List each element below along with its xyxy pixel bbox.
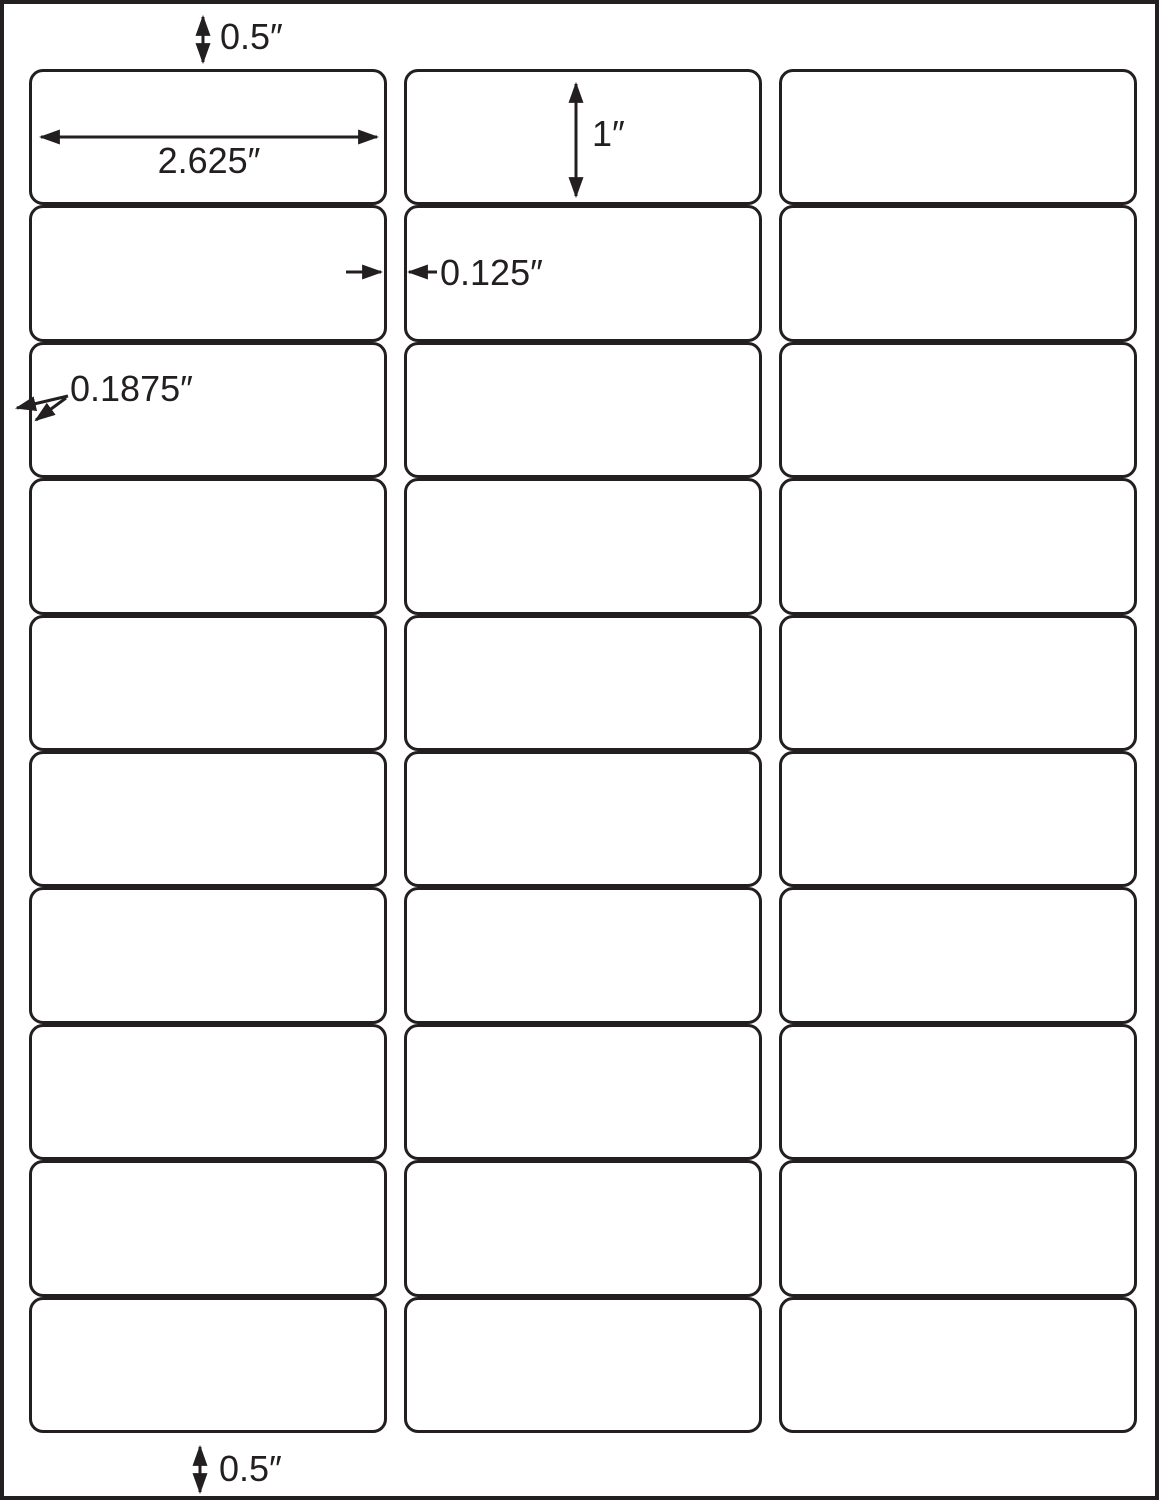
label-cell <box>29 615 387 751</box>
label-cell <box>29 1024 387 1160</box>
label-cell <box>404 69 762 205</box>
label-cell <box>404 751 762 887</box>
label-height-dimension: 1″ <box>592 113 625 154</box>
label-cell <box>29 478 387 614</box>
bottom-margin-dimension: 0.5″ <box>219 1448 282 1489</box>
label-cell <box>779 342 1137 478</box>
label-cell <box>29 887 387 1023</box>
label-cell <box>404 1297 762 1433</box>
label-cell <box>779 478 1137 614</box>
label-cell <box>404 478 762 614</box>
label-cell <box>779 887 1137 1023</box>
label-cell <box>779 69 1137 205</box>
label-cell <box>779 1024 1137 1160</box>
label-cell <box>29 69 387 205</box>
label-cell <box>29 342 387 478</box>
label-cell <box>404 1024 762 1160</box>
label-cell <box>404 342 762 478</box>
label-cell <box>779 615 1137 751</box>
label-cell <box>29 205 387 341</box>
label-cell <box>29 1160 387 1296</box>
label-cell <box>779 1160 1137 1296</box>
top-margin-dimension: 0.5″ <box>220 16 283 57</box>
column-gap-dimension: 0.125″ <box>440 252 543 293</box>
label-cell <box>779 205 1137 341</box>
label-cell <box>779 751 1137 887</box>
side-margin-dimension: 0.1875″ <box>70 368 193 409</box>
label-cell <box>404 887 762 1023</box>
label-cell <box>404 1160 762 1296</box>
label-cell <box>779 1297 1137 1433</box>
label-width-dimension: 2.625″ <box>157 140 261 181</box>
label-cell <box>404 615 762 751</box>
label-grid <box>29 69 1137 1433</box>
label-cell <box>29 1297 387 1433</box>
label-cell <box>29 751 387 887</box>
